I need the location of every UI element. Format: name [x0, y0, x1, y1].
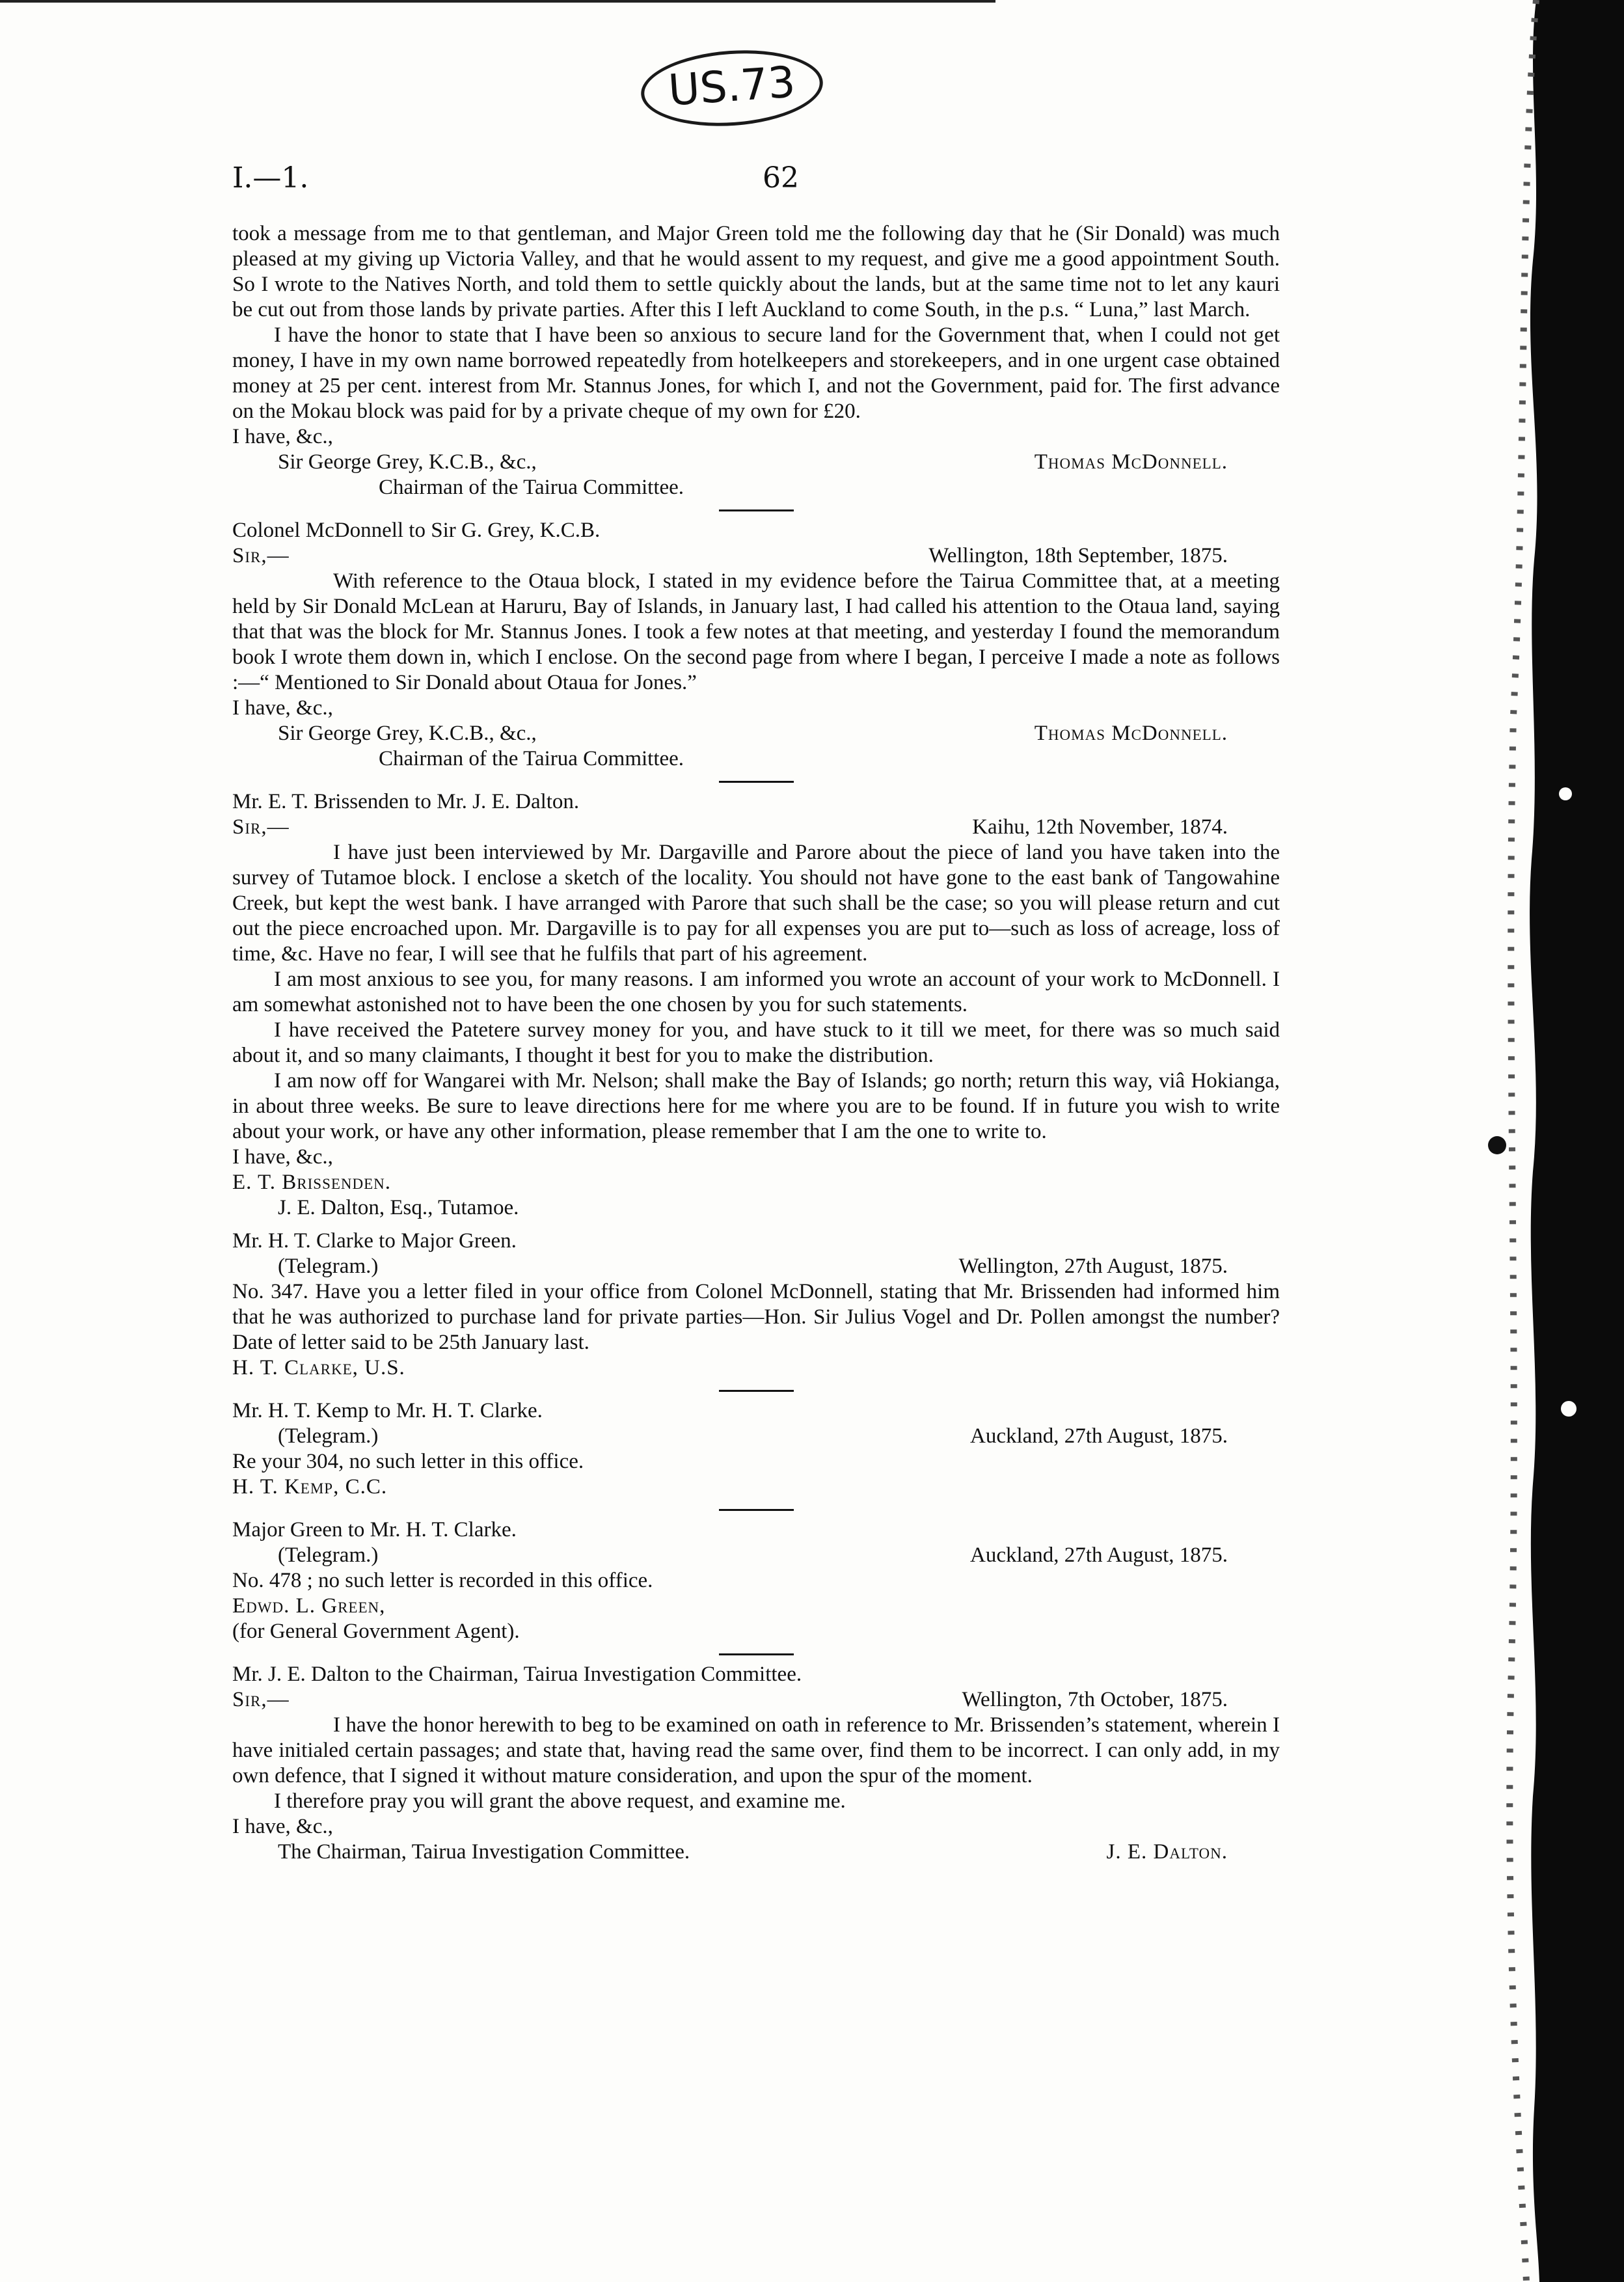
addressee: Sir George Grey, K.C.B., &c.,: [278, 450, 537, 474]
telegram-label: (Telegram.): [278, 1255, 379, 1278]
telegram-meta: [232, 1254, 1280, 1279]
place-date: Auckland, 27th August, 1875.: [970, 1543, 1228, 1567]
divider: [719, 509, 794, 511]
paragraph: I have received the Patetere survey money for you, and have stuck to it till we meet, for there was so much said about it, and so many claimants, I thought it best for you to make the distribution.: [232, 1018, 1280, 1067]
text-column: [232, 221, 1280, 1865]
letter: [232, 1662, 1280, 1865]
signature: Thomas McDonnell.: [1034, 722, 1228, 745]
paragraph: No. 347. Have you a letter filed in your office from Colonel McDonnell, stating that Mr. Brissenden had informed him that he was authorized to purchase land for private parties—Hon. Sir Julius Vogel and Dr. Pollen amongst the number? Date of letter said to be 25th January last.: [232, 1280, 1280, 1354]
paragraph: I have just been interviewed by Mr. Dargaville and Parore about the piece of land you have taken into the survey of Tutamoe block. I enclose a sketch of the locality. You should not have gone to the east bank of Tangowahine Creek, but kept the west bank. I have arranged with Parore that such shall be the case; so you will please return and cut out the piece encroached upon. Mr. Dargaville is to pay for all expenses you are put to—such as loss of acreage, loss of time, &c. Have no fear, I will see that he fulfils that part of his agreement.: [232, 841, 1280, 966]
closing: I have, &c.,: [232, 1815, 333, 1838]
paragraph: I therefore pray you will grant the above request, and examine me.: [274, 1789, 846, 1813]
addressee-title: Chairman of the Tairua Committee.: [379, 747, 684, 770]
page-number: 62: [763, 161, 799, 195]
closing: I have, &c.,: [232, 1145, 333, 1169]
telegram-heading: Major Green to Mr. H. T. Clarke.: [232, 1518, 517, 1542]
paragraph: took a message from me to that gentleman, and Major Green told me the following day that he (Sir Donald) was much pleased at my giving up Victoria Valley, and that he would assent to my request, and give me a good appointment South. So I wrote to the Natives North, and told them to settle quickly about the lands, but at the same time not to let any kauri be cut out from those lands by private parties. After this I left Auckland to come South, in the p.s. “ Luna,” last March.: [232, 222, 1280, 321]
divider: [719, 1509, 794, 1511]
telegram-heading: Mr. H. T. Kemp to Mr. H. T. Clarke.: [232, 1399, 543, 1422]
signature: Thomas McDonnell.: [1034, 450, 1228, 474]
binding-edge: [1429, 0, 1624, 2282]
addressee-title: Chairman of the Tairua Committee.: [379, 476, 684, 499]
addressee: The Chairman, Tairua Investigation Committee.: [278, 1840, 690, 1864]
salutation-row: [232, 815, 1280, 840]
letter-continuation: [232, 221, 1280, 500]
place-date: Wellington, 18th September, 1875.: [928, 544, 1228, 567]
salutation: Sir,—: [232, 815, 290, 839]
telegram-label: (Telegram.): [278, 1543, 379, 1567]
letter-heading: Mr. E. T. Brissenden to Mr. J. E. Dalton.: [232, 790, 580, 813]
letter-heading: Colonel McDonnell to Sir G. Grey, K.C.B.: [232, 519, 601, 542]
signature: H. T. Clarke, U.S.: [232, 1356, 405, 1379]
salutation: Sir,—: [232, 544, 290, 567]
signature-row: [232, 450, 1280, 475]
letter: [232, 789, 1280, 1221]
salutation-row: [232, 543, 1280, 569]
place-date: Auckland, 27th August, 1875.: [970, 1424, 1228, 1448]
addressee: Sir George Grey, K.C.B., &c.,: [278, 722, 537, 745]
signature-row: [232, 721, 1280, 746]
archive-stamp: [638, 44, 825, 131]
divider: [719, 1390, 794, 1392]
paragraph: I have the honor herewith to beg to be examined on oath in reference to Mr. Brissenden’s statement, wherein I have initialed certain passages; and state that, having read the same over, find them to be incorrect. I can only add, in my own defence, that I signed it without mature consideration, and upon the spur of the moment.: [232, 1713, 1280, 1787]
letter: [232, 518, 1280, 772]
telegram-meta: [232, 1424, 1280, 1449]
telegram: [232, 1229, 1280, 1381]
signature-title: (for General Government Agent).: [232, 1620, 520, 1643]
paragraph: I am now off for Wangarei with Mr. Nelson; shall make the Bay of Islands; go north; return this way, viâ Hokianga, in about three weeks. Be sure to leave directions here for me where you are to be found. If in future you wish to write about your work, or have any other information, please remember that I am the one to write to.: [232, 1069, 1280, 1143]
paragraph: No. 478 ; no such letter is recorded in this office.: [232, 1569, 653, 1592]
signature: Edwd. L. Green,: [232, 1594, 386, 1618]
salutation-row: [232, 1687, 1280, 1713]
salutation: Sir,—: [232, 1688, 290, 1711]
paragraph: I have the honor to state that I have been so anxious to secure land for the Government that, when I could not get money, I have in my own name borrowed repeatedly from hotelkeepers and storekeepers, and in one urgent case obtained money at 25 per cent. interest from Mr. Stannus Jones, for which I, and not the Government, paid for. The first advance on the Mokau block was paid for by a private cheque of my own for £20.: [232, 323, 1280, 423]
telegram: [232, 1398, 1280, 1500]
telegram: [232, 1517, 1280, 1644]
signature: J. E. Dalton.: [1106, 1840, 1228, 1864]
paragraph: Re your 304, no such letter in this office.: [232, 1450, 584, 1473]
closing: I have, &c.,: [232, 425, 333, 448]
divider: [719, 1653, 794, 1655]
signature: H. T. Kemp, C.C.: [232, 1475, 388, 1499]
paragraph: With reference to the Otaua block, I stated in my evidence before the Tairua Committee that, at a meeting held by Sir Donald McLean at Haruru, Bay of Islands, in January last, I had called his attention to the Otaua land, saying that that was the block for Mr. Stannus Jones. I took a few notes at that meeting, and yesterday I found the memorandum book I wrote them down in, which I enclose. On the second page from where I began, I perceive I made a note as follows :—“ Mentioned to Sir Donald about Otaua for Jones.”: [232, 569, 1280, 694]
page-id: I.—1.: [232, 161, 309, 195]
place-date: Wellington, 7th October, 1875.: [962, 1688, 1228, 1711]
telegram-meta: [232, 1543, 1280, 1568]
telegram-label: (Telegram.): [278, 1424, 379, 1448]
signature-row: [232, 1840, 1280, 1865]
divider: [719, 781, 794, 783]
telegram-heading: Mr. H. T. Clarke to Major Green.: [232, 1229, 517, 1253]
signature: E. T. Brissenden.: [232, 1171, 392, 1194]
place-date: Wellington, 27th August, 1875.: [958, 1255, 1228, 1278]
top-rule: [0, 0, 995, 3]
addressee: J. E. Dalton, Esq., Tutamoe.: [278, 1196, 519, 1219]
letter-heading: Mr. J. E. Dalton to the Chairman, Tairua Investigation Committee.: [232, 1663, 802, 1686]
stamp-text: US.73: [666, 57, 797, 116]
closing: I have, &c.,: [232, 696, 333, 720]
paragraph: I am most anxious to see you, for many reasons. I am informed you wrote an account of your work to McDonnell. I am somewhat astonished not to have been the one chosen by you for such statements.: [232, 968, 1280, 1016]
place-date: Kaihu, 12th November, 1874.: [972, 815, 1228, 839]
